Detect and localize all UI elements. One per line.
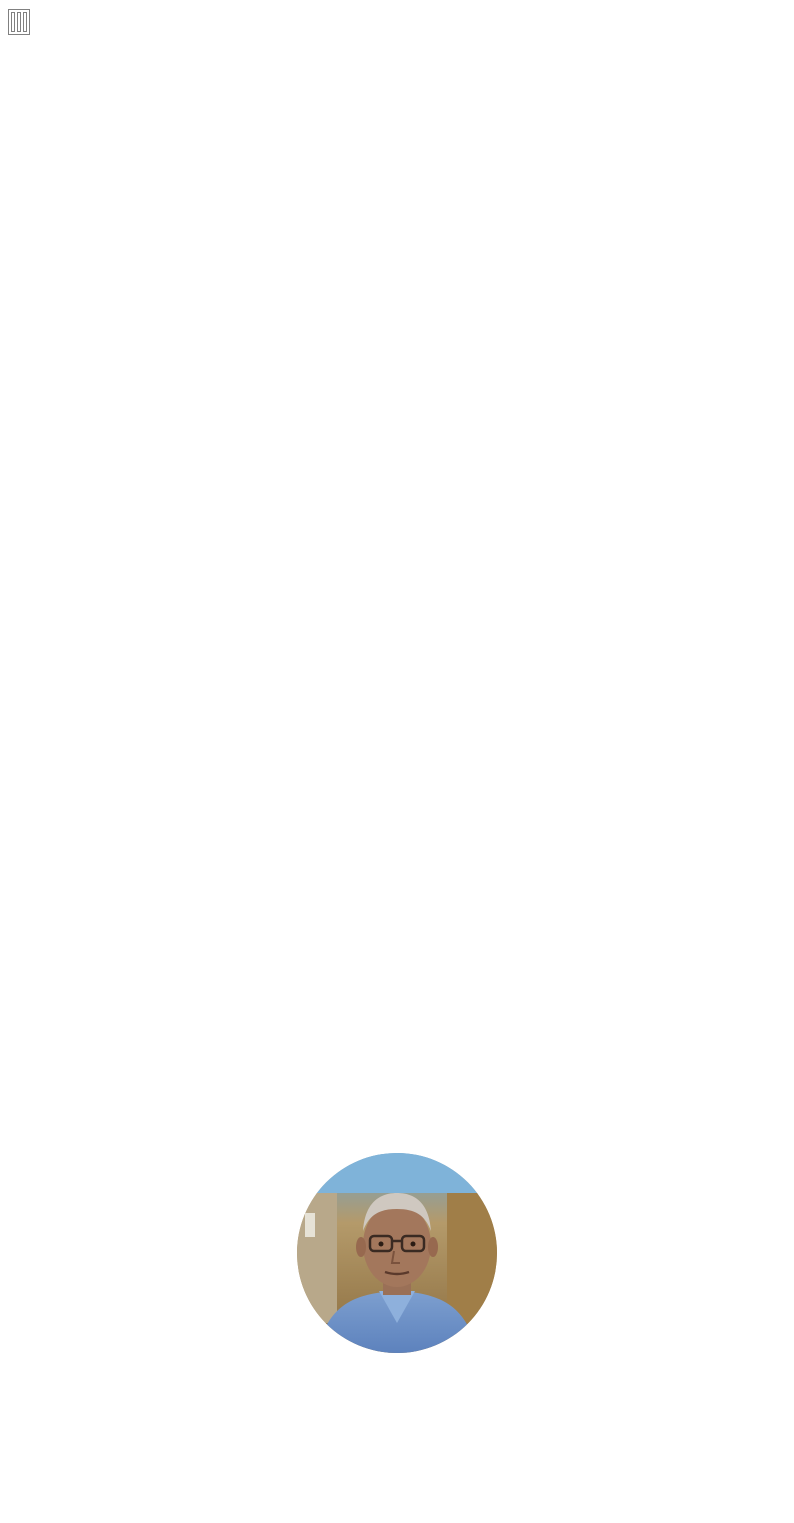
author-avatar — [297, 1153, 497, 1353]
w2-header-description — [17, 12, 21, 32]
w2-header-alice — [23, 12, 27, 32]
solution-heading — [8, 35, 786, 87]
w2-header-row — [11, 12, 27, 32]
w2-header-line — [11, 12, 15, 32]
author-portrait-image — [297, 1153, 497, 1353]
document-body — [8, 0, 786, 87]
w2-table — [8, 9, 30, 35]
